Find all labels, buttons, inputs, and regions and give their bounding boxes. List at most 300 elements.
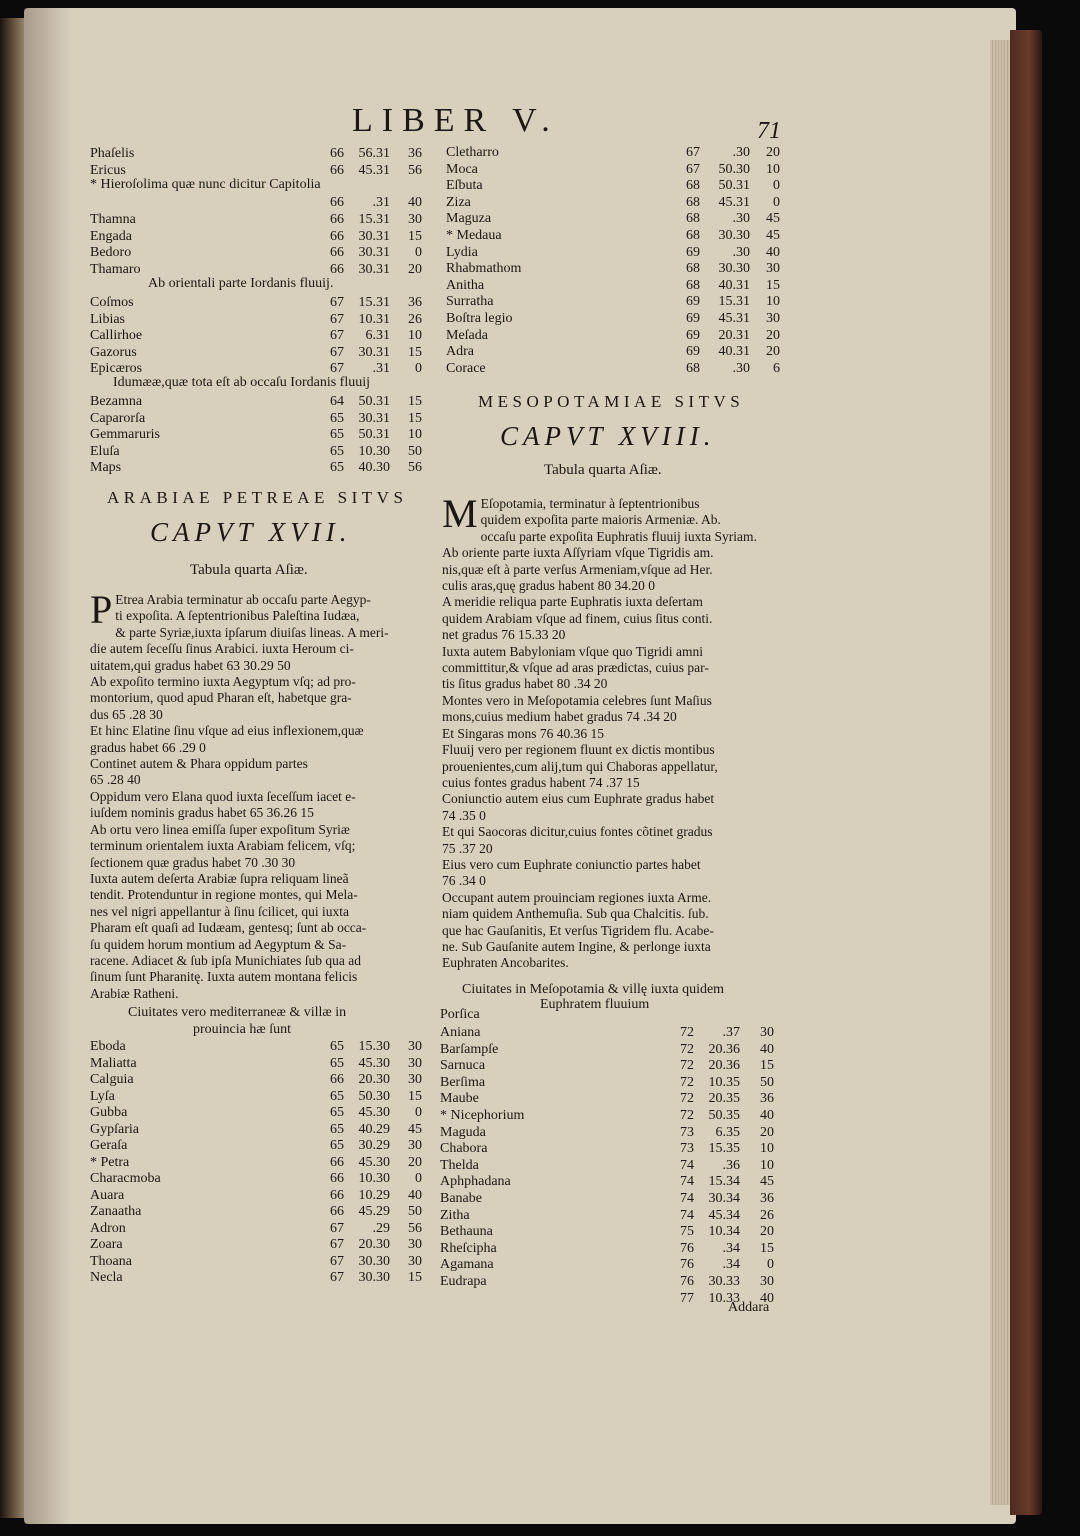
catchword: Addara	[728, 1300, 770, 1315]
place-name: Eſbuta	[446, 178, 483, 194]
latitude: 15.34	[708, 1174, 740, 1190]
arabia-prose-line: ſu quidem horum montium ad Aegyptum & Sa-	[90, 936, 347, 952]
minutes: 30	[766, 311, 780, 326]
longitude: 65	[330, 410, 344, 426]
place-name: Cletharro	[446, 145, 499, 160]
longitude: 77	[680, 1290, 694, 1306]
longitude: 69	[686, 344, 700, 360]
minutes: 56	[408, 460, 422, 475]
place-name: Aphphadana	[440, 1174, 511, 1190]
place-name: Maguda	[440, 1124, 486, 1140]
mesopotamia-prose-line: A meridie reliqua parte Euphratis iuxta deſertam	[442, 594, 703, 610]
minutes: 0	[773, 194, 780, 210]
tabula-left: Tabula quarta Aſiæ.	[190, 562, 308, 578]
latitude: 30.31	[358, 245, 390, 260]
longitude: 67	[330, 311, 344, 327]
minutes: 26	[408, 311, 422, 327]
latitude: 15.35	[708, 1141, 740, 1157]
minutes: 20	[766, 145, 780, 160]
place-name: Ericus	[90, 162, 126, 178]
arabia-prose-line: ſectionem quæ gradus habet 70 .30 30	[90, 854, 296, 870]
place-name: Barſampſe	[440, 1041, 499, 1057]
longitude: 67	[330, 344, 344, 360]
place-name: Auara	[90, 1187, 125, 1203]
minutes: 40	[766, 244, 780, 260]
latitude: 45.31	[718, 194, 750, 210]
longitude: 76	[680, 1240, 694, 1256]
longitude: 66	[330, 162, 344, 178]
place-name: Thamna	[90, 212, 136, 227]
running-head: LIBER V.	[352, 102, 559, 139]
minutes: 30	[408, 1253, 422, 1269]
minutes: 15	[408, 228, 422, 244]
mesopotamia-prose-line: mons,cuius medium habet gradus 74 .34 20	[442, 709, 677, 725]
latitude: .34	[722, 1240, 740, 1256]
longitude: 66	[330, 245, 344, 260]
place-name: Berſima	[440, 1074, 486, 1090]
minutes: 40	[760, 1108, 774, 1123]
latitude: 15.31	[358, 212, 390, 227]
latitude: 45.31	[718, 311, 750, 326]
arabia-prose-line: nes vel nigri appellantur à ſinu ſcilicet, qui iuxta	[90, 903, 350, 919]
mesopotamia-prose-line: Fluuij vero per regionem fluunt ex dictis montibus	[442, 742, 715, 758]
prose-arabia	[90, 587, 420, 1002]
place-name: Eudrapa	[440, 1274, 487, 1289]
mesopotamia-prose-line: quidem Arabiam vſque ad finem, cuius ſitus conti.	[442, 610, 713, 626]
latitude: 10.30	[358, 1171, 390, 1186]
minutes: 50	[408, 443, 422, 459]
latitude: 30.29	[358, 1138, 390, 1153]
arabia-prose-line: die autem ſeceſſu ſinus Arabici. iuxta Heroum ci-	[90, 641, 354, 657]
arabia-prose-line: terminum orientalem iuxta Arabiam felicem, vſq;	[90, 838, 356, 854]
place-name: Banabe	[440, 1191, 482, 1206]
longitude: 65	[330, 1105, 344, 1120]
latitude: 20.30	[358, 1072, 390, 1087]
arabia-prose-line: Iuxta autem deſerta Arabiæ ſupra reliquam lineã	[90, 870, 349, 886]
place-name: Anitha	[446, 277, 485, 293]
minutes: 10	[408, 427, 422, 442]
minutes: 36	[408, 295, 422, 310]
place-name: Callirhoe	[90, 328, 143, 343]
latitude: 30.31	[358, 261, 390, 277]
longitude: 73	[680, 1124, 694, 1140]
latitude: 20.35	[708, 1091, 740, 1107]
place-name: Maguza	[446, 211, 492, 227]
latitude: .31	[372, 195, 390, 210]
minutes: 30	[408, 1072, 422, 1087]
latitude: .29	[372, 1220, 390, 1236]
longitude: 69	[686, 294, 700, 310]
mesopotamia-prose-line: 75 .37 20	[442, 840, 493, 856]
latitude: 45.30	[358, 1055, 390, 1071]
longitude: 73	[680, 1141, 694, 1157]
longitude: 66	[330, 1204, 344, 1219]
longitude: 76	[680, 1257, 694, 1273]
longitude: 68	[686, 194, 700, 210]
latitude: 40.31	[718, 344, 750, 360]
place-name: Aniana	[440, 1025, 481, 1040]
longitude: 65	[330, 443, 344, 459]
latitude: .30	[732, 360, 750, 376]
latitude: 40.30	[358, 460, 390, 475]
longitude: 72	[680, 1091, 694, 1107]
minutes: 0	[773, 178, 780, 194]
section-title-arabia: ARABIAE PETREAE SITVS	[107, 488, 408, 507]
arabia-prose-line: Continet autem & Phara oppidum partes	[90, 756, 308, 772]
longitude: 66	[330, 212, 344, 227]
minutes: 20	[766, 327, 780, 343]
minutes: 15	[408, 410, 422, 426]
place-name: Agamana	[440, 1257, 494, 1273]
minutes: 36	[760, 1091, 774, 1107]
mesopotamia-prose-line: Eſopotamia, terminatur à ſeptentrionibus	[480, 496, 700, 511]
latitude: .34	[722, 1257, 740, 1273]
minutes: 56	[408, 162, 422, 178]
tabula-right: Tabula quarta Aſiæ.	[544, 462, 662, 478]
place-name: Thamaro	[90, 261, 141, 277]
place-name: Phaſelis	[90, 146, 135, 161]
mesopotamia-prose-line: prouenientes,cum alij,tum qui Chaboras appellatur,	[442, 758, 718, 774]
place-name: Zoara	[90, 1237, 123, 1252]
minutes: 20	[766, 344, 780, 360]
place-name: Adra	[446, 344, 474, 360]
place-name: Eluſa	[90, 443, 120, 459]
mesopotamia-prose-line: tis ſitus gradus habet 80 .34 20	[442, 676, 608, 692]
latitude: .37	[722, 1025, 740, 1040]
porsica-label: Porſica	[440, 1007, 480, 1022]
longitude: 72	[680, 1074, 694, 1090]
place-name: Caparorſa	[90, 410, 146, 426]
mesopotamia-prose-line: culis aras,quę gradus habent 80 34.20 0	[442, 578, 655, 594]
minutes: 30	[408, 1237, 422, 1252]
arabia-prose-line: dus 65 .28 30	[90, 706, 163, 722]
place-name: Surratha	[446, 294, 494, 310]
place-name: Rhabmathom	[446, 261, 522, 277]
minutes: 20	[760, 1124, 774, 1140]
prose-mesopotamia	[442, 491, 778, 972]
minutes: 15	[766, 277, 780, 293]
latitude: 15.31	[718, 294, 750, 310]
mesopotamia-prose-line: cuius fontes gradus habent 74 .37 15	[442, 774, 640, 790]
latitude: 50.30	[718, 161, 750, 177]
arabia-prose-line: uitatem,qui gradus habet 63 30.29 50	[90, 657, 291, 673]
arabia-prose-line: ſinum ſunt Pharanitę. Iuxta autem montana felicis	[90, 969, 358, 985]
arabia-prose-line: racene. Adiacet & ſub ipſa Munichiates ſub qua ad	[90, 952, 362, 968]
caput-xviii: CAPVT XVIII.	[500, 421, 716, 451]
ciuitates-right-heading-1: Ciuitates in Meſopotamia & villę iuxta quidem	[462, 982, 725, 997]
ciuitates-heading-1: Ciuitates vero mediterraneæ & villæ in	[128, 1005, 347, 1020]
mesopotamia-prose-line: Euphraten Ancobarites.	[442, 955, 569, 971]
minutes: 36	[408, 146, 422, 161]
minutes: 15	[408, 344, 422, 360]
place-name: Coſmos	[90, 295, 134, 310]
latitude: 30.34	[708, 1191, 740, 1206]
mesopotamia-prose-line: Ab oriente parte iuxta Aſſyriam vſque Tigridis am.	[442, 545, 714, 561]
latitude: 15.30	[358, 1039, 390, 1054]
minutes: 0	[415, 1171, 422, 1186]
place-name: * Nicephorium	[440, 1108, 525, 1123]
mesopotamia-prose-line: committitur,& vſque ad aras prædictas, cuius par-	[442, 660, 709, 676]
minutes: 30	[766, 261, 780, 277]
arabia-prose-line: Arabiæ Ratheni.	[90, 985, 179, 1001]
mesopotamia-prose-line: 76 .34 0	[442, 873, 486, 889]
longitude: 72	[680, 1058, 694, 1074]
longitude: 69	[686, 311, 700, 326]
longitude: 65	[330, 1121, 344, 1137]
minutes: 20	[408, 261, 422, 277]
place-name: Libias	[90, 311, 125, 327]
book-cover-edge	[1010, 30, 1042, 1515]
place-name: Bedoro	[90, 245, 132, 260]
arabia-prose-line: ti expoſita. A ſeptentrionibus Paleſtina Iudæa,	[115, 608, 360, 624]
place-name: Gemmaruris	[90, 427, 160, 442]
minutes: 10	[766, 294, 780, 310]
longitude: 68	[686, 360, 700, 376]
latitude: 45.34	[708, 1207, 740, 1223]
longitude: 72	[680, 1108, 694, 1123]
place-name: Epicæros	[90, 361, 143, 376]
longitude: 66	[330, 146, 344, 161]
minutes: 30	[408, 1138, 422, 1153]
latitude: 15.31	[358, 295, 390, 310]
place-name: Lyſa	[90, 1088, 115, 1104]
latitude: 30.31	[358, 344, 390, 360]
minutes: 0	[415, 245, 422, 260]
latitude: 50.31	[358, 394, 390, 409]
place-name: Moca	[446, 161, 478, 177]
latitude: 30.30	[718, 261, 750, 277]
place-name: Characmoba	[90, 1171, 161, 1186]
latitude: 20.36	[708, 1058, 740, 1074]
longitude: 75	[680, 1224, 694, 1240]
latitude: 30.30	[358, 1270, 390, 1285]
place-name: Corace	[446, 360, 486, 376]
page-number: 71	[757, 118, 781, 144]
minutes: 20	[760, 1224, 774, 1240]
place-name: Eboda	[90, 1039, 126, 1054]
latitude: .30	[732, 244, 750, 260]
place-name: Rheſcipha	[440, 1240, 497, 1256]
minutes: 20	[408, 1154, 422, 1170]
longitude: 66	[330, 261, 344, 277]
place-name: Zanaatha	[90, 1204, 142, 1219]
longitude: 65	[330, 1055, 344, 1071]
longitude: 67	[330, 1253, 344, 1269]
longitude: 74	[680, 1191, 694, 1206]
minutes: 40	[760, 1041, 774, 1057]
latitude: 45.29	[358, 1204, 390, 1219]
minutes: 0	[415, 361, 422, 376]
place-name: * Petra	[90, 1154, 130, 1170]
minutes: 15	[760, 1240, 774, 1256]
longitude: 68	[686, 261, 700, 277]
dropcap-p: P	[90, 587, 113, 632]
latitude: 10.30	[358, 443, 390, 459]
latitude: .30	[732, 211, 750, 227]
place-name: Necla	[90, 1270, 123, 1285]
longitude: 65	[330, 1039, 344, 1054]
longitude: 74	[680, 1207, 694, 1223]
latitude: 10.29	[358, 1187, 390, 1203]
note-idumaea: Idumææ,quæ tota eſt ab occaſu Iordanis fluuij	[113, 375, 371, 390]
minutes: 30	[760, 1274, 774, 1289]
longitude: 66	[330, 1171, 344, 1186]
longitude: 67	[686, 161, 700, 177]
place-name: * Medaua	[446, 228, 502, 243]
longitude: 72	[680, 1041, 694, 1057]
place-name: Boſtra legio	[446, 311, 513, 326]
arabia-prose-line: Ab expoſito termino iuxta Aegyptum vſq; ad pro-	[90, 674, 356, 690]
place-name: Bezamna	[90, 394, 143, 409]
minutes: 45	[760, 1174, 774, 1190]
arabia-prose-line: gradus habet 66 .29 0	[90, 739, 206, 755]
mesopotamia-prose-line: Iuxta autem Babyloniam vſque quo Tigridi amni	[442, 643, 703, 659]
latitude: 10.31	[358, 311, 390, 327]
place-name: Maps	[90, 460, 122, 475]
minutes: 30	[408, 1039, 422, 1054]
minutes: 26	[760, 1207, 774, 1223]
mesopotamia-prose-line: Coniunctio autem eius cum Euphrate gradus habet	[442, 791, 715, 807]
longitude: 65	[330, 460, 344, 475]
minutes: 45	[408, 1121, 422, 1137]
minutes: 30	[408, 212, 422, 227]
longitude: 69	[686, 244, 700, 260]
longitude: 64	[330, 394, 344, 409]
place-name: Engada	[90, 228, 132, 244]
mesopotamia-prose-line: ne. Sub Gauſanite autem Ingine, & perlonge iuxta	[442, 938, 711, 954]
latitude: 40.29	[358, 1121, 390, 1137]
mesopotamia-prose-line: que hac Gauſanitis, Et verſus Tigridem flu. Acabe-	[442, 922, 714, 938]
latitude: 6.31	[365, 328, 390, 343]
place-name: Geraſa	[90, 1138, 128, 1153]
minutes: 0	[767, 1257, 774, 1273]
latitude: 20.30	[358, 1237, 390, 1252]
minutes: 15	[760, 1058, 774, 1074]
latitude: 50.35	[708, 1108, 740, 1123]
longitude: 69	[686, 327, 700, 343]
latitude: 20.31	[718, 327, 750, 343]
mesopotamia-prose-line: niam quidem Anthemuſia. Sub qua Chalcitis. ſub.	[442, 906, 709, 922]
minutes: 30	[408, 1055, 422, 1071]
minutes: 15	[408, 1088, 422, 1104]
arabia-prose-line: tendit. Protenduntur in regione montes, qui Mela-	[90, 887, 358, 903]
place-name: Gazorus	[90, 344, 137, 360]
ciuitates-right-heading-2: Euphratem fluuium	[540, 997, 650, 1012]
longitude: 65	[330, 427, 344, 442]
place-name: Thelda	[440, 1157, 479, 1173]
latitude: .31	[372, 361, 390, 376]
latitude: 30.33	[708, 1274, 740, 1289]
note-iordan: Ab orientali parte Iordanis fluuij.	[148, 276, 334, 291]
mesopotamia-prose-line: Eius vero cum Euphrate coniunctio partes habet	[442, 856, 701, 872]
longitude: 68	[686, 277, 700, 293]
latitude: 30.31	[358, 410, 390, 426]
place-name: Zitha	[440, 1207, 470, 1223]
latitude: 30.31	[358, 228, 390, 244]
longitude: 65	[330, 1088, 344, 1104]
place-name: Adron	[90, 1220, 126, 1236]
arabia-prose-line: Ab ortu vero linea emiſſa ſuper expoſitum Syriæ	[90, 821, 350, 837]
ciuitates-heading-2: prouincia hæ ſunt	[193, 1022, 291, 1037]
latitude: 30.30	[358, 1253, 390, 1269]
minutes: 40	[408, 195, 422, 210]
longitude: 67	[330, 328, 344, 343]
latitude: 10.34	[708, 1224, 740, 1240]
place-name: Gypſaria	[90, 1121, 139, 1137]
minutes: 10	[760, 1157, 774, 1173]
minutes: 40	[760, 1290, 774, 1306]
arabia-prose-line: 65 .28 40	[90, 772, 141, 788]
place-name: Gubba	[90, 1105, 128, 1120]
latitude: 20.36	[708, 1041, 740, 1057]
latitude: 50.31	[718, 178, 750, 194]
latitude: 10.35	[708, 1074, 740, 1090]
arabia-prose-line: iuſdem nominis gradus habet 65 36.26 15	[90, 805, 314, 821]
longitude: 66	[330, 228, 344, 244]
latitude: 10.33	[708, 1290, 740, 1306]
mesopotamia-prose-line: 74 .35 0	[442, 807, 486, 823]
longitude: 66	[330, 195, 344, 210]
caput-xvii: CAPVT XVII.	[150, 517, 352, 547]
minutes: 40	[408, 1187, 422, 1203]
latitude: 40.31	[718, 277, 750, 293]
minutes: 45	[766, 228, 780, 243]
latitude: .30	[732, 145, 750, 160]
arabia-prose-line: Et hinc Elatine ſinu vſque ad eius inflexionem,quæ	[90, 723, 364, 739]
section-title-mesopotamia: MESOPOTAMIAE SITVS	[478, 392, 745, 411]
dropcap-m: M	[442, 491, 478, 536]
longitude: 67	[330, 295, 344, 310]
mesopotamia-prose-line: net gradus 76 15.33 20	[442, 627, 566, 643]
longitude: 76	[680, 1274, 694, 1289]
mesopotamia-prose-line: quidem expoſita parte maioris Armeniæ. Ab.	[480, 512, 721, 528]
minutes: 10	[766, 161, 780, 177]
hierosolima-line: * Hieroſolima quæ nunc dicitur Capitolia	[90, 177, 321, 192]
longitude: 67	[330, 1237, 344, 1252]
place-name: Chabora	[440, 1141, 488, 1157]
latitude: 50.31	[358, 427, 390, 442]
arabia-prose-line: Etrea Arabia terminatur ab occaſu parte Aegyp-	[115, 592, 371, 607]
longitude: 74	[680, 1174, 694, 1190]
latitude: 45.31	[358, 162, 390, 178]
place-name: Maliatta	[90, 1055, 137, 1071]
place-name: Meſada	[446, 327, 488, 343]
minutes: 30	[760, 1025, 774, 1040]
latitude: 30.30	[718, 228, 750, 243]
longitude: 67	[330, 1220, 344, 1236]
longitude: 68	[686, 178, 700, 194]
page-edges	[990, 40, 1012, 1505]
longitude: 74	[680, 1157, 694, 1173]
mesopotamia-prose-line: Et qui Saocoras dicitur,cuius fontes cõtinet gradus	[442, 824, 713, 840]
minutes: 15	[408, 394, 422, 409]
mesopotamia-prose-line: Et Singaras mons 76 40.36 15	[442, 725, 604, 741]
longitude: 67	[330, 1270, 344, 1285]
mesopotamia-prose-line: Montes vero in Meſopotamia celebres ſunt Maſius	[442, 692, 712, 708]
mesopotamia-prose-line: occaſu parte expoſita Euphratis fluuij iuxta Syriam.	[480, 528, 757, 544]
place-name: Bethauna	[440, 1224, 493, 1240]
longitude: 65	[330, 1138, 344, 1153]
latitude: 45.30	[358, 1105, 390, 1120]
latitude: 50.30	[358, 1088, 390, 1104]
minutes: 50	[760, 1074, 774, 1090]
longitude: 67	[330, 361, 344, 376]
minutes: 10	[408, 328, 422, 343]
longitude: 66	[330, 1072, 344, 1087]
place-name: Thoana	[90, 1253, 132, 1269]
minutes: 0	[415, 1105, 422, 1120]
place-name: Lydia	[446, 244, 478, 260]
